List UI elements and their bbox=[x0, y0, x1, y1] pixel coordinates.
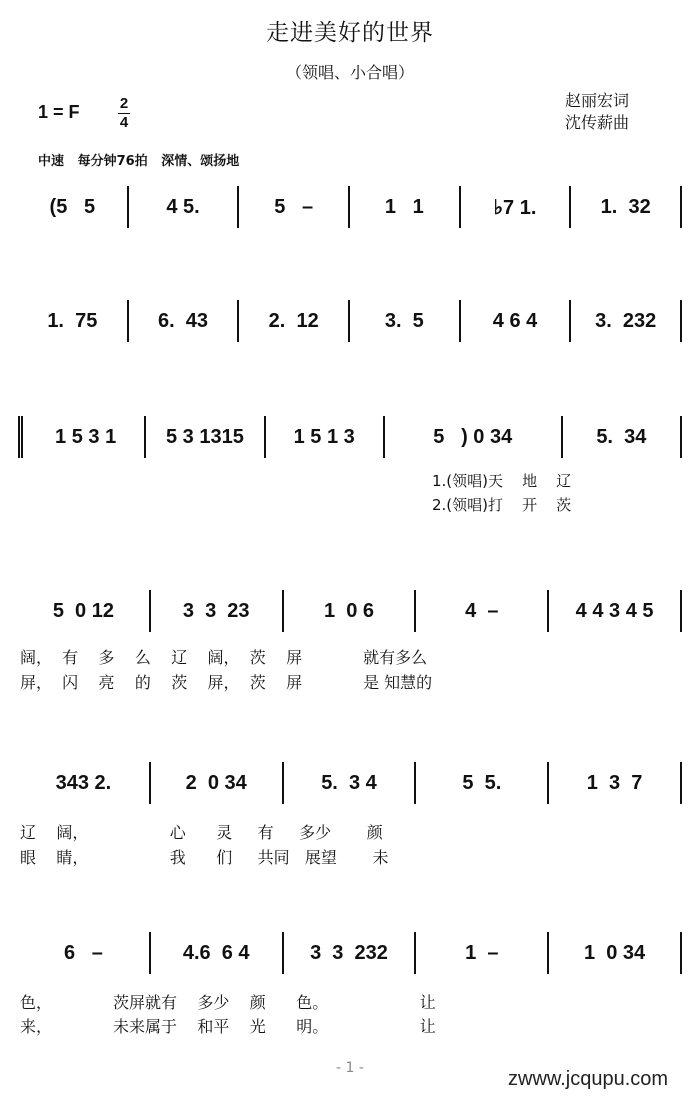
composer: 沈传薪曲 bbox=[565, 113, 630, 132]
song-title: 走进美好的世界 bbox=[266, 20, 434, 46]
credits bbox=[565, 90, 629, 134]
measure: 5 0 12 bbox=[18, 590, 151, 632]
measure: 4.6 6 4 bbox=[151, 932, 284, 974]
measure: 5 – bbox=[239, 186, 350, 228]
lyrics-verse-2: 2.(领唱)打 开 茨 bbox=[432, 496, 572, 514]
measure: 5. 3 4 bbox=[284, 762, 417, 804]
measure: 2. 12 bbox=[239, 300, 350, 342]
song-subtitle: （领唱、小合唱） bbox=[285, 63, 414, 82]
measure: 3 3 232 bbox=[284, 932, 417, 974]
key-signature: 1 = F bbox=[38, 102, 80, 122]
score-row-4 bbox=[18, 590, 682, 632]
lyrics-verse-1: 1.(领唱)天 地 辽 bbox=[432, 472, 572, 490]
measure: 3. 232 bbox=[571, 300, 682, 342]
score-row-5 bbox=[18, 762, 682, 804]
measure: 343 2. bbox=[18, 762, 151, 804]
lyrics-verse-1: 色， 茨屏就有 多少 颜 色。 让 bbox=[20, 993, 436, 1012]
score-row-6 bbox=[18, 932, 682, 974]
lyrics-verse-1: 阔， 有 多 么 辽 阔， 茨 屏 就有多么 bbox=[20, 648, 428, 667]
measure: 2 0 34 bbox=[151, 762, 284, 804]
measure: 1 5 3 1 bbox=[18, 416, 146, 458]
measure: 4 5. bbox=[129, 186, 240, 228]
tempo-marking: 中速 每分钟76拍 深情、颂扬地 bbox=[38, 154, 240, 169]
measure: 5 3 1315 bbox=[146, 416, 265, 458]
measure: 1 – bbox=[416, 932, 549, 974]
measure: 3. 5 bbox=[350, 300, 461, 342]
lyrics-verse-2: 屏， 闪 亮 的 茨 屏， 茨 屏 是 知慧的 bbox=[20, 673, 433, 692]
measure: ♭7 1. bbox=[461, 186, 572, 228]
measure: 4 6 4 bbox=[461, 300, 572, 342]
score-row-3 bbox=[18, 416, 682, 458]
measure: 1 0 34 bbox=[549, 932, 682, 974]
measure: 4 – bbox=[416, 590, 549, 632]
score-row-2 bbox=[18, 300, 682, 342]
measure: 6 – bbox=[18, 932, 151, 974]
measure: 1. 32 bbox=[571, 186, 682, 228]
score-row-1 bbox=[18, 186, 682, 228]
lyrics-verse-2: 眼 睛， 我 们 共同 展望 未 bbox=[20, 848, 389, 867]
measure: 5 ) 0 34 bbox=[385, 416, 563, 458]
measure: 5 5. bbox=[416, 762, 549, 804]
measure: 5. 34 bbox=[563, 416, 682, 458]
measure: 1 3 7 bbox=[549, 762, 682, 804]
measure: 1 1 bbox=[350, 186, 461, 228]
page-number: - 1 - bbox=[336, 1060, 364, 1076]
lyrics-verse-1: 辽 阔， 心 灵 有 多少 颜 bbox=[20, 823, 383, 842]
measure: 1 0 6 bbox=[284, 590, 417, 632]
lyricist: 赵丽宏词 bbox=[565, 91, 630, 110]
measure: 6. 43 bbox=[129, 300, 240, 342]
watermark: zwww.jcqupu.com bbox=[508, 1068, 669, 1090]
measure: (5 5 bbox=[18, 186, 129, 228]
time-signature bbox=[118, 96, 130, 131]
measure: 1 5 1 3 bbox=[266, 416, 385, 458]
measure: 4 4 3 4 5 bbox=[549, 590, 682, 632]
measure: 3 3 23 bbox=[151, 590, 284, 632]
measure: 1. 75 bbox=[18, 300, 129, 342]
time-top: 2 bbox=[119, 95, 129, 112]
lyrics-verse-2: 来， 未来属于 和平 光 明。 让 bbox=[20, 1017, 436, 1036]
time-bottom: 4 bbox=[119, 114, 129, 131]
